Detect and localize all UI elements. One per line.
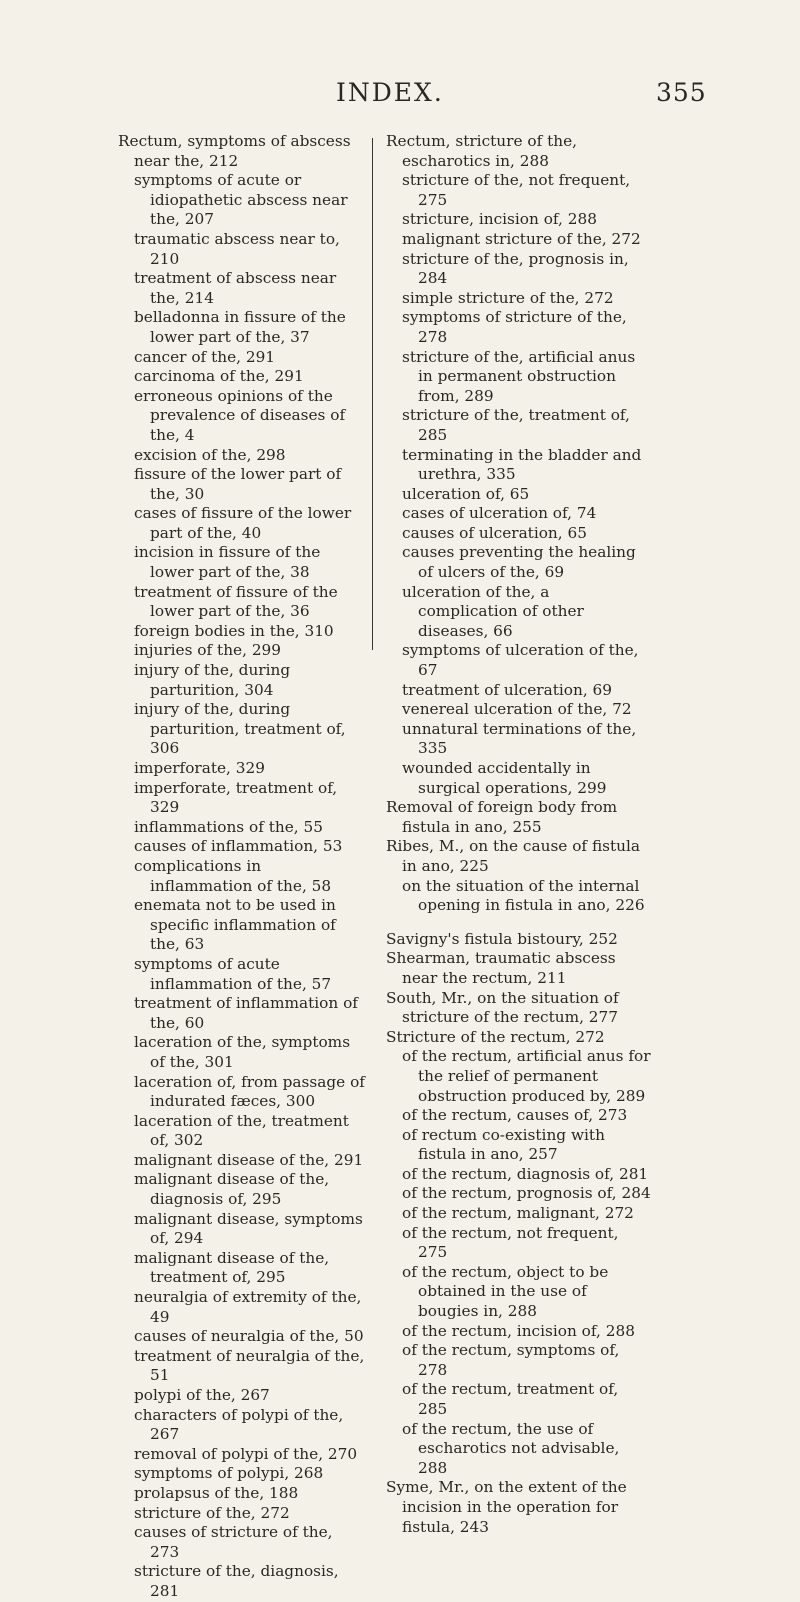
index-subentry: of the rectum, causes of, 273 <box>402 1106 628 1125</box>
index-subentry: removal of polypi of the, 270 <box>134 1444 358 1463</box>
index-subentry: laceration of the, symptoms of the, 301 <box>134 1033 351 1071</box>
index-subentry: injury of the, during parturition, 304 <box>134 661 291 699</box>
index-subentry: prolapsus of the, 188 <box>134 1483 299 1502</box>
index-subentry: malignant disease of the, 291 <box>134 1150 364 1169</box>
index-subentry: characters of polypi of the, 267 <box>134 1405 344 1444</box>
index-subentry: of the rectum, prognosis of, 284 <box>402 1184 651 1203</box>
index-subentry: venereal ulceration of the, 72 <box>402 700 632 719</box>
index-subentry: stricture of the, 272 <box>134 1503 290 1522</box>
index-subentry: treatment of ulceration, 69 <box>402 680 613 699</box>
index-subentry: of the rectum, not frequent, 275 <box>402 1223 619 1262</box>
index-subentry: symptoms of acute or idiopathetic abscess near the, 207 <box>134 171 348 229</box>
index-subentry: treatment of inflammation of the, 60 <box>134 994 358 1032</box>
index-subentry: imperforate, 329 <box>134 759 265 777</box>
index-subentry: ulceration of, 65 <box>402 484 530 503</box>
index-subentry: causes of stricture of the, 273 <box>134 1523 333 1561</box>
index-entry-heading: South, Mr., on the situation of stricture of the rectum, 277 <box>386 988 619 1027</box>
index-subentry: causes preventing the healing of ulcers of the, 69 <box>402 543 636 582</box>
index-subentry: enemata not to be used in specific inflammation of the, 63 <box>134 896 336 954</box>
index-subentry: belladonna in fissure of the lower part of the, 37 <box>134 308 346 346</box>
index-subentry: neuralgia of extremity of the, 49 <box>134 1288 362 1326</box>
index-entry-heading: Savigny's fistula bistoury, 252 <box>386 929 618 948</box>
index-entry-heading: Syme, Mr., on the extent of the incision in the operation for fistula, 243 <box>386 1478 627 1536</box>
column-divider <box>372 138 373 650</box>
index-entry-heading: Ribes, M., on the cause of fistula in ano, 225 <box>386 837 641 875</box>
index-subentry: treatment of fissure of the lower part of the, 36 <box>134 582 338 621</box>
index-subentry: inflammations of the, 55 <box>134 817 323 836</box>
index-column-left <box>118 132 366 1602</box>
index-entry-heading: Rectum, stricture of the, escharotics in, 288 <box>386 132 578 170</box>
index-subentry: laceration of the, treatment of, 302 <box>134 1111 349 1150</box>
index-subentry: foreign bodies in the, 310 <box>134 621 334 640</box>
index-subentry: stricture of the, artificial anus in permanent obstruction from, 289 <box>402 347 636 405</box>
index-subentry: symptoms of polypi, 268 <box>134 1464 324 1483</box>
index-subentry: polypi of the, 267 <box>134 1386 270 1404</box>
index-subentry: of the rectum, object to be obtained in the use of bougies in, 288 <box>402 1262 609 1321</box>
index-subentry: stricture of the, not frequent, 275 <box>402 171 631 209</box>
index-subentry: symptoms of acute inflammation of the, 57 <box>134 954 332 993</box>
index-subentry: of the rectum, treatment of, 285 <box>402 1380 619 1418</box>
index-subentry: treatment of abscess near the, 214 <box>134 269 337 307</box>
index-subentry: on the situation of the internal opening in fistula in ano, 226 <box>402 876 645 915</box>
index-subentry: incision in fissure of the lower part of the, 38 <box>134 543 321 582</box>
index-subentry: of the rectum, diagnosis of, 281 <box>402 1164 649 1183</box>
index-subentry: treatment of neuralgia of the, 51 <box>134 1346 365 1385</box>
index-subentry: of the rectum, artificial anus for the relief of permanent obstruction produced by, 289 <box>402 1047 651 1105</box>
index-subentry: carcinoma of the, 291 <box>134 367 304 386</box>
index-subentry: cases of fissure of the lower part of the, 40 <box>134 504 352 542</box>
index-subentry: stricture of the, treatment of, 285 <box>402 406 630 444</box>
index-subentry: terminating in the bladder and urethra, 335 <box>402 445 642 484</box>
index-subentry: ulceration of the, a complication of other diseases, 66 <box>402 582 584 640</box>
index-subentry: symptoms of stricture of the, 278 <box>402 308 627 346</box>
index-column-right <box>386 132 651 1537</box>
index-subentry: causes of inflammation, 53 <box>134 837 343 856</box>
index-subentry: laceration of, from passage of indurated fæces, 300 <box>134 1072 365 1111</box>
index-subentry: unnatural terminations of the, 335 <box>402 719 637 758</box>
index-subentry: injury of the, during parturition, treatment of, 306 <box>134 700 346 758</box>
page-title: INDEX. <box>336 78 444 107</box>
index-subentry: of the rectum, the use of escharotics not advisable, 288 <box>402 1419 620 1477</box>
index-subentry: stricture of the, prognosis in, 284 <box>402 249 629 288</box>
page-number: 355 <box>656 78 707 107</box>
index-subentry: simple stricture of the, 272 <box>402 288 614 307</box>
index-subentry: malignant disease, symptoms of, 294 <box>134 1209 363 1248</box>
index-subentry: stricture of the, diagnosis, 281 <box>134 1562 339 1600</box>
index-subentry: of the rectum, symptoms of, 278 <box>402 1341 620 1379</box>
index-subentry: cases of ulceration of, 74 <box>402 504 597 523</box>
index-subentry: cancer of the, 291 <box>134 347 276 366</box>
index-entry-heading: Removal of foreign body from fistula in ano, 255 <box>386 798 618 836</box>
index-subentry: malignant disease of the, diagnosis of, 295 <box>134 1170 330 1209</box>
index-entry-heading: Stricture of the rectum, 272 <box>386 1027 605 1046</box>
index-subentry: excision of the, 298 <box>134 445 286 464</box>
index-subentry: imperforate, treatment of, 329 <box>134 778 338 817</box>
index-subentry: wounded accidentally in surgical operations, 299 <box>402 759 607 797</box>
index-subentry: causes of ulceration, 65 <box>402 523 587 542</box>
index-subentry: malignant stricture of the, 272 <box>402 229 641 248</box>
index-subentry: fissure of the lower part of the, 30 <box>134 465 342 503</box>
index-subentry: stricture, incision of, 288 <box>402 210 597 229</box>
index-subentry: of the rectum, malignant, 272 <box>402 1204 634 1223</box>
index-subentry: symptoms of ulceration of the, 67 <box>402 641 639 680</box>
index-entry-heading: Shearman, traumatic abscess near the rectum, 211 <box>386 949 616 987</box>
index-subentry: complications in inflammation of the, 58 <box>134 856 332 895</box>
entry-gap <box>386 916 651 930</box>
index-subentry: erroneous opinions of the prevalence of diseases of the, 4 <box>134 386 346 444</box>
index-subentry: of rectum co-existing with fistula in ano, 257 <box>402 1125 605 1164</box>
index-subentry: of the rectum, incision of, 288 <box>402 1321 635 1340</box>
index-subentry: malignant disease of the, treatment of, 295 <box>134 1248 330 1287</box>
index-subentry: causes of neuralgia of the, 50 <box>134 1327 364 1346</box>
index-subentry: injuries of the, 299 <box>134 641 282 660</box>
page-header <box>0 78 800 118</box>
index-entry-heading: Rectum, symptoms of abscess near the, 212 <box>118 132 351 170</box>
index-subentry: traumatic abscess near to, 210 <box>134 229 340 268</box>
